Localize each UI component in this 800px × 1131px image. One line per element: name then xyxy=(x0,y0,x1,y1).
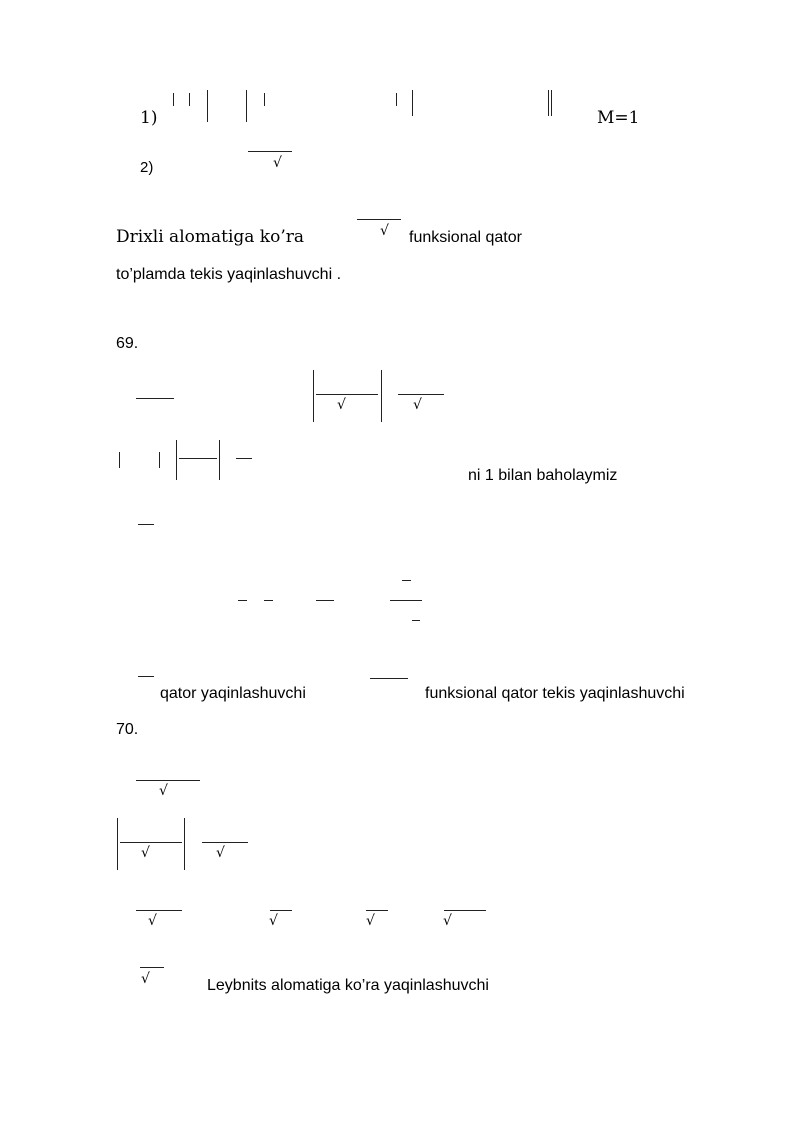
drixli-tail: funksional qator xyxy=(409,229,522,246)
leibniz-text: Leybnits alomatiga ko’ra yaqinlashuvchi xyxy=(207,977,489,994)
fraction-bar xyxy=(138,524,154,525)
fraction-bar xyxy=(412,620,420,621)
drixli-line2: to’plamda tekis yaqinlashuvchi . xyxy=(116,266,342,283)
fraction-bar xyxy=(136,780,200,781)
abs-bar xyxy=(551,90,552,116)
fraction-bar xyxy=(202,842,248,843)
fraction-bar xyxy=(357,219,401,220)
abs-bar xyxy=(207,90,208,122)
radical-sign: √ xyxy=(141,971,150,987)
estimate-text: ni 1 bilan baholaymiz xyxy=(468,467,618,484)
radical-sign: √ xyxy=(366,913,375,929)
fraction-bar xyxy=(366,910,388,911)
fraction-bar xyxy=(444,910,486,911)
fraction-bar xyxy=(370,678,408,679)
fraction-bar xyxy=(390,600,422,601)
fraction-bar xyxy=(179,458,217,459)
abs-bar xyxy=(381,370,382,422)
abs-bar xyxy=(313,370,314,422)
item1-marker: 1) xyxy=(140,108,158,128)
abs-bar xyxy=(264,93,265,106)
radical-sign: √ xyxy=(380,223,389,239)
abs-bar xyxy=(412,90,413,116)
radical-sign: √ xyxy=(337,397,346,413)
radical-sign: √ xyxy=(273,155,282,171)
abs-bar xyxy=(117,818,118,870)
abs-bar xyxy=(184,818,185,870)
radical-sign: √ xyxy=(216,845,225,861)
abs-bar xyxy=(219,440,220,480)
fraction-bar xyxy=(398,394,444,395)
fraction-bar xyxy=(136,910,182,911)
radical-sign: √ xyxy=(141,845,150,861)
fraction-bar xyxy=(140,967,164,968)
fraction-bar xyxy=(402,580,411,581)
abs-bar xyxy=(173,93,174,106)
fraction-bar xyxy=(136,398,174,399)
functional-series-uniform: funksional qator tekis yaqinlashuvchi xyxy=(425,685,685,702)
abs-bar xyxy=(246,90,247,122)
series-converges: qator yaqinlashuvchi xyxy=(160,685,306,702)
radical-sign: √ xyxy=(443,913,452,929)
radical-sign: √ xyxy=(159,783,168,799)
fraction-bar xyxy=(138,676,154,677)
m-equals-one: M=1 xyxy=(597,108,640,128)
abs-bar xyxy=(548,90,549,116)
drixli-lead: Drixli alomatiga ko’ra xyxy=(116,227,305,247)
fraction-bar xyxy=(316,600,334,601)
problem-70-number: 70. xyxy=(116,721,139,738)
fraction-bar xyxy=(316,394,378,395)
abs-bar xyxy=(119,452,120,468)
radical-sign: √ xyxy=(269,913,278,929)
fraction-bar xyxy=(120,842,182,843)
fraction-bar xyxy=(264,600,273,601)
abs-bar xyxy=(189,93,190,106)
fraction-bar xyxy=(238,600,247,601)
abs-bar xyxy=(159,452,160,468)
problem-69-number: 69. xyxy=(116,335,139,352)
fraction-bar xyxy=(270,910,292,911)
abs-bar xyxy=(396,93,397,106)
radical-sign: √ xyxy=(148,913,157,929)
fraction-bar xyxy=(236,458,252,459)
fraction-bar xyxy=(248,151,292,152)
item2-marker: 2) xyxy=(140,159,154,176)
abs-bar xyxy=(176,440,177,480)
radical-sign: √ xyxy=(413,397,422,413)
